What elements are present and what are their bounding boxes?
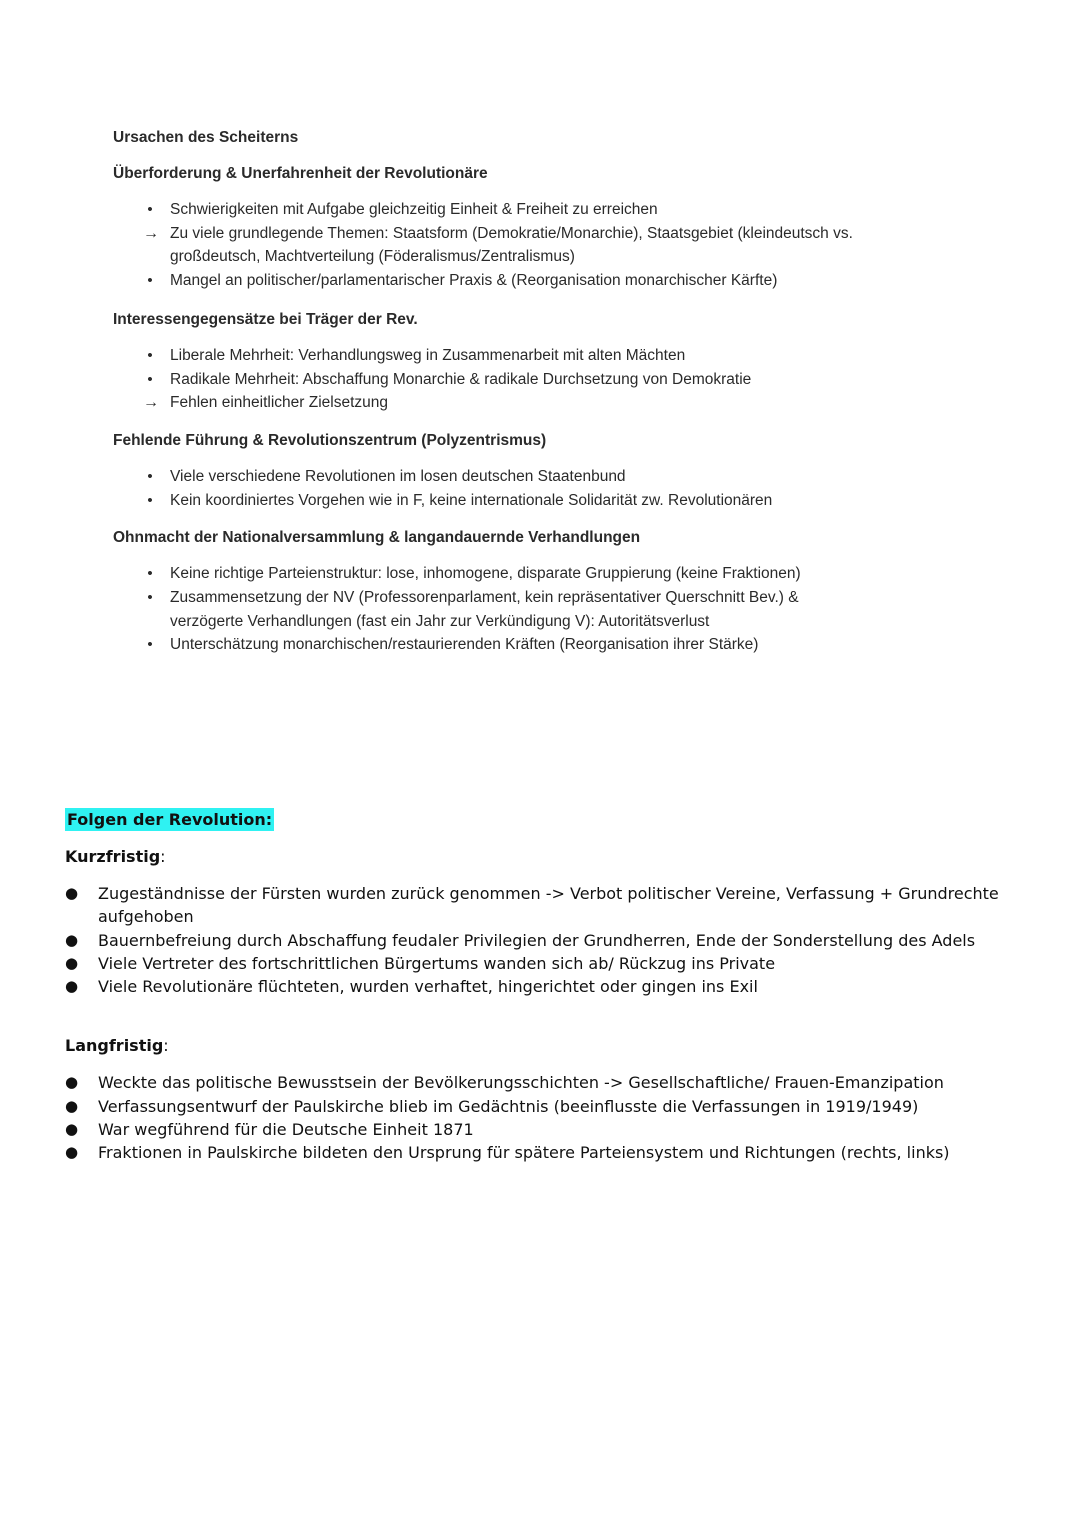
arrow-icon: → — [143, 394, 159, 412]
list-item: → Fehlen einheitlicher Zielsetzung — [113, 391, 993, 415]
group-heading: Fehlende Führung & Revolutionszentrum (Polyzentrismus) — [113, 431, 547, 449]
list-item: • Mangel an politischer/parlamentarischer Praxis & (Reorganisation monarchischer Kärfte) — [113, 269, 993, 293]
list-item: • Unterschätzung monarchischen/restaurierenden Kräften (Reorganisation ihrer Stärke) — [113, 633, 993, 657]
highlighted-title: Folgen der Revolution: — [67, 810, 273, 829]
bullet-icon: ● — [65, 884, 79, 902]
bullet-icon: • — [147, 272, 153, 290]
group-list — [113, 465, 993, 512]
list-item: • Viele verschiedene Revolutionen im losen deutschen Staatenbund — [113, 465, 993, 489]
bullet-icon: ● — [65, 1073, 79, 1092]
list-item: • Radikale Mehrheit: Abschaffung Monarchie & radikale Durchsetzung von Demokratie — [113, 368, 993, 392]
bullet-icon: ● — [65, 1143, 79, 1162]
group-list — [113, 344, 993, 415]
section-folgen — [65, 808, 1015, 1165]
group-list — [113, 198, 993, 293]
bullet-icon: ● — [65, 953, 79, 972]
group-heading: Ohnmacht der Nationalversammlung & langandauernde Verhandlungen — [113, 529, 641, 547]
list-item: ● War wegführend für die Deutsche Einheit 1871 — [65, 1118, 1015, 1141]
bullet-icon: • — [147, 565, 153, 583]
section-ursachen — [113, 127, 993, 657]
bullet-icon: • — [147, 346, 153, 364]
bullet-icon: • — [147, 589, 153, 607]
langfristig-list — [65, 1071, 1015, 1164]
kurzfristig-list — [65, 882, 1015, 998]
group-heading: Interessengegensätze bei Träger der Rev. — [113, 310, 418, 328]
bullet-icon: ● — [65, 930, 79, 949]
bullet-icon: • — [147, 467, 153, 485]
arrow-icon: → — [143, 224, 159, 242]
list-item: ● Fraktionen in Paulskirche bildeten den Ursprung für spätere Parteiensystem und Richtungen (rechts, links) — [65, 1141, 1015, 1164]
section-title: Ursachen des Scheiterns — [113, 129, 299, 146]
bullet-icon: ● — [65, 1096, 79, 1115]
list-item: • Zusammensetzung der NV (Professorenparlament, kein repräsentativer Querschnitt Bev.) & verzögerte Verhandlungen (fast ein Jahr zur Verkündigung V): Autoritätsverlust — [113, 586, 993, 633]
list-item: ● Bauernbefreiung durch Abschaffung feudaler Privilegien der Grundherren, Ende der Sonderstellung des Adels — [65, 929, 1015, 952]
subheading-langfristig: Langfristig: — [65, 1036, 169, 1056]
list-item: • Schwierigkeiten mit Aufgabe gleichzeitig Einheit & Freiheit zu erreichen — [113, 198, 993, 222]
list-item: • Kein koordiniertes Vorgehen wie in F, keine internationale Solidarität zw. Revolutionären — [113, 489, 993, 513]
list-item: ● Weckte das politische Bewusstsein der Bevölkerungsschichten -> Gesellschaftliche/ Frauen-Emanzipation — [65, 1071, 1015, 1094]
bullet-icon: • — [147, 201, 153, 218]
list-item: ● Viele Revolutionäre flüchteten, wurden verhaftet, hingerichtet oder gingen ins Exil — [65, 975, 1015, 998]
bullet-icon: ● — [65, 1120, 79, 1139]
subheading-kurzfristig: Kurzfristig: — [65, 847, 166, 866]
list-item: ● Viele Vertreter des fortschrittlichen Bürgertums wanden sich ab/ Rückzug ins Private — [65, 952, 1015, 975]
list-item: ● Zugeständnisse der Fürsten wurden zurück genommen -> Verbot politischer Vereine, Verfassung + Grundrechte aufgehoben — [65, 884, 999, 927]
list-item: → Zu viele grundlegende Themen: Staatsform (Demokratie/Monarchie), Staatsgebiet (kleindeutsch vs. großdeutsch, Machtverteilung (Föderalismus/Zentralismus) — [113, 222, 993, 269]
list-item: ● Verfassungsentwurf der Paulskirche blieb im Gedächtnis (beeinflusste die Verfassungen in 1919/1949) — [65, 1095, 1015, 1118]
group-list — [113, 562, 993, 657]
list-item: • Keine richtige Parteienstruktur: lose, inhomogene, disparate Gruppierung (keine Fraktionen) — [113, 562, 993, 586]
bullet-icon: • — [147, 370, 153, 388]
bullet-icon: ● — [65, 977, 79, 996]
bullet-icon: • — [147, 636, 153, 654]
bullet-icon: • — [147, 491, 153, 509]
group-heading: Überforderung & Unerfahrenheit der Revolutionäre — [113, 165, 488, 182]
list-item: • Liberale Mehrheit: Verhandlungsweg in Zusammenarbeit mit alten Mächten — [113, 344, 993, 368]
